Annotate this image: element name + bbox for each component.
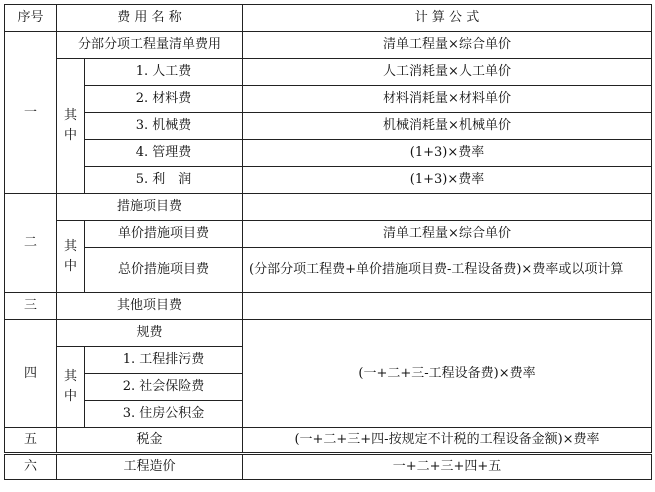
item-name: 1. 工程排污费: [85, 347, 243, 374]
table-row: [5, 320, 652, 347]
qizhong-char-2: 中: [63, 258, 77, 274]
section-three-name: 其他项目费: [57, 293, 243, 320]
qizhong-char-2: 中: [63, 128, 77, 143]
table-row: [5, 113, 652, 140]
item-name: 3. 住房公积金: [85, 401, 243, 428]
table-row: [5, 167, 652, 194]
seq-three: 三: [5, 293, 57, 320]
header-name: 费 用 名 称: [57, 5, 243, 32]
seq-one: 一: [5, 32, 57, 194]
table-header-row: [5, 5, 652, 32]
item-formula: (1+3)×费率: [243, 167, 652, 194]
seq-six: 六: [5, 454, 57, 480]
section-one-name: 分部分项工程量清单费用: [57, 32, 243, 59]
section-five-name: 税金: [57, 428, 243, 454]
table-row: [5, 32, 652, 59]
table-row: [5, 248, 652, 293]
qizhong-char-1: 其: [63, 369, 77, 384]
item-name: 5. 利 润: [85, 167, 243, 194]
item-formula: (1+3)×费率: [243, 140, 652, 167]
item-formula: (分部分项工程费+单价措施项目费-工程设备费)×费率或以项计算: [243, 248, 652, 293]
qizhong-one: [57, 59, 85, 194]
table-row: [5, 59, 652, 86]
table-row: [5, 454, 652, 480]
seq-four: 四: [5, 320, 57, 428]
item-name: 总价措施项目费: [85, 248, 243, 293]
section-two-formula: [243, 194, 652, 221]
item-formula: 机械消耗量×机械单价: [243, 113, 652, 140]
header-formula: 计 算 公 式: [243, 5, 652, 32]
section-six-name: 工程造价: [57, 454, 243, 480]
seq-two: 二: [5, 194, 57, 293]
table-row: [5, 194, 652, 221]
item-name: 1. 人工费: [85, 59, 243, 86]
item-name: 3. 机械费: [85, 113, 243, 140]
section-two-name: 措施项目费: [57, 194, 243, 221]
item-formula: 人工消耗量×人工单价: [243, 59, 652, 86]
section-five-formula: (一+二+三+四-按规定不计税的工程设备金额)×费率: [243, 428, 652, 454]
header-seq: 序号: [5, 5, 57, 32]
section-four-formula: (一+二+三-工程设备费)×费率: [243, 320, 652, 428]
qizhong-char-2: 中: [63, 389, 77, 404]
qizhong-two: [57, 221, 85, 293]
item-formula: 材料消耗量×材料单价: [243, 86, 652, 113]
qizhong-four: [57, 347, 85, 428]
fee-calculation-table: [4, 4, 652, 480]
fee-table-container: [4, 4, 651, 480]
seq-five: 五: [5, 428, 57, 454]
item-name: 4. 管理费: [85, 140, 243, 167]
qizhong-char-1: 其: [63, 238, 77, 254]
table-row: [5, 86, 652, 113]
section-one-formula: 清单工程量×综合单价: [243, 32, 652, 59]
qizhong-char-1: 其: [63, 108, 77, 123]
section-four-name: 规费: [57, 320, 243, 347]
table-row: [5, 293, 652, 320]
item-name: 2. 社会保险费: [85, 374, 243, 401]
item-name: 2. 材料费: [85, 86, 243, 113]
section-six-formula: 一+二+三+四+五: [243, 454, 652, 480]
section-three-formula: [243, 293, 652, 320]
table-row: [5, 428, 652, 454]
item-name: 单价措施项目费: [85, 221, 243, 248]
table-row: [5, 221, 652, 248]
table-row: [5, 140, 652, 167]
item-formula: 清单工程量×综合单价: [243, 221, 652, 248]
